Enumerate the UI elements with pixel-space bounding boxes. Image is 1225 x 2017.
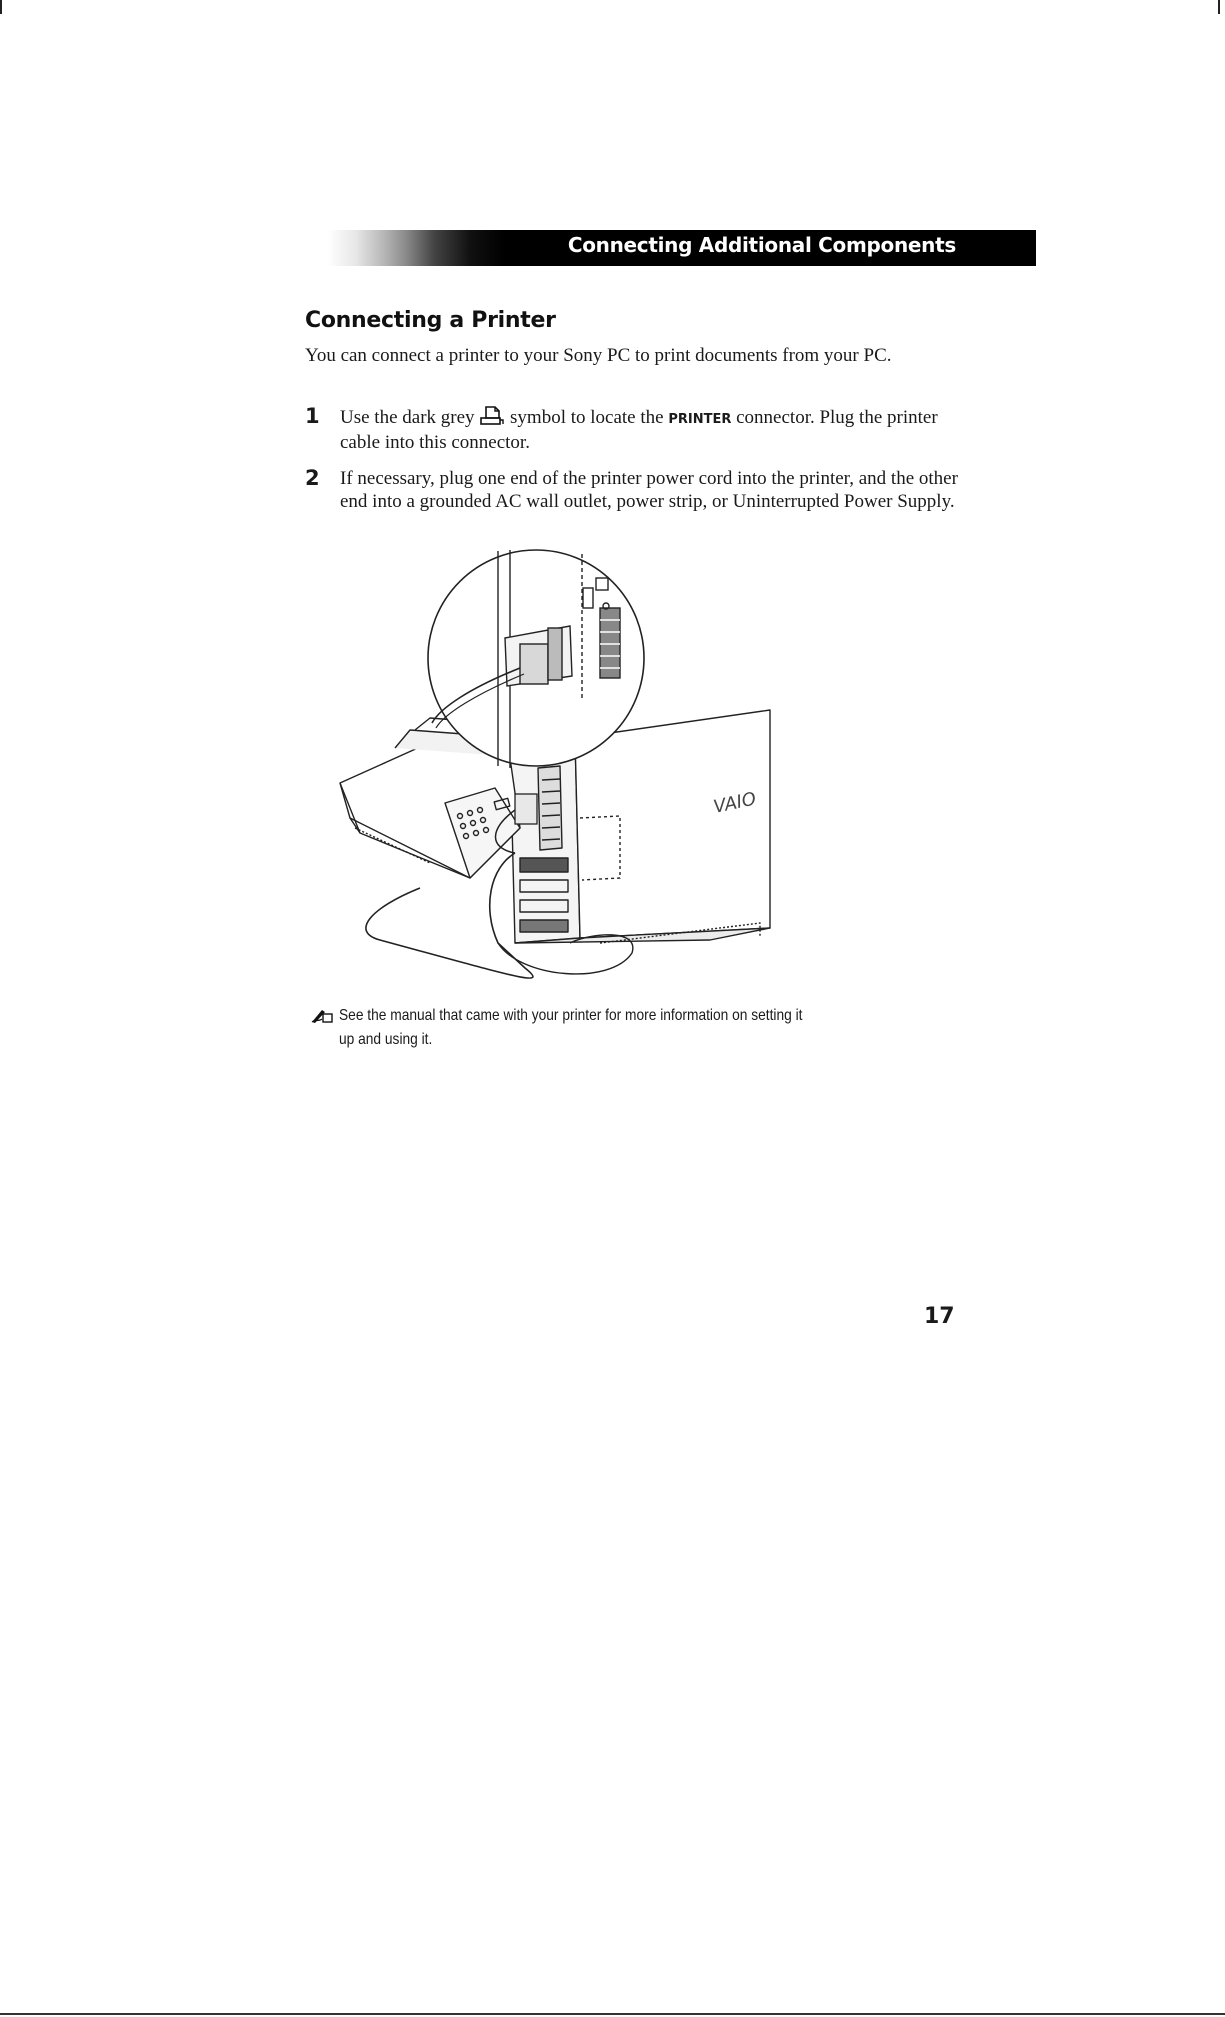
vaio-logo: VAIO [711,788,758,818]
scan-bottom-edge [0,2013,1225,2015]
step-text: If necessary, plug one end of the printer power cord into the printer, and the other end into a grounded AC wall outlet, power strip, or Uninterrupted Power Supply. [340,468,958,512]
step-number: 2 [305,466,320,490]
printer-connection-illustration [320,548,780,988]
scan-edge-mark-right [1218,0,1220,14]
note-text: See the manual that came with your printer for more information on setting it up and using it. [339,1007,803,1048]
page-number: 17 [924,1304,955,1329]
scan-edge-mark-left [0,0,2,14]
printer-symbol-icon [479,405,505,427]
chapter-header-title: Connecting Additional Components [567,233,956,257]
section-title: Connecting a Printer [305,308,556,333]
connector-label: PRINTER [668,412,732,427]
note-pencil-icon [310,1006,334,1024]
step-number: 1 [305,404,320,428]
chapter-header-band [328,230,1036,266]
intro-paragraph: You can connect a printer to your Sony PC to print documents from your PC. [305,345,892,366]
step-text: Use the dark grey symbol to locate the PRINTER connector. Plug the printer cable into this connector. [340,407,938,453]
